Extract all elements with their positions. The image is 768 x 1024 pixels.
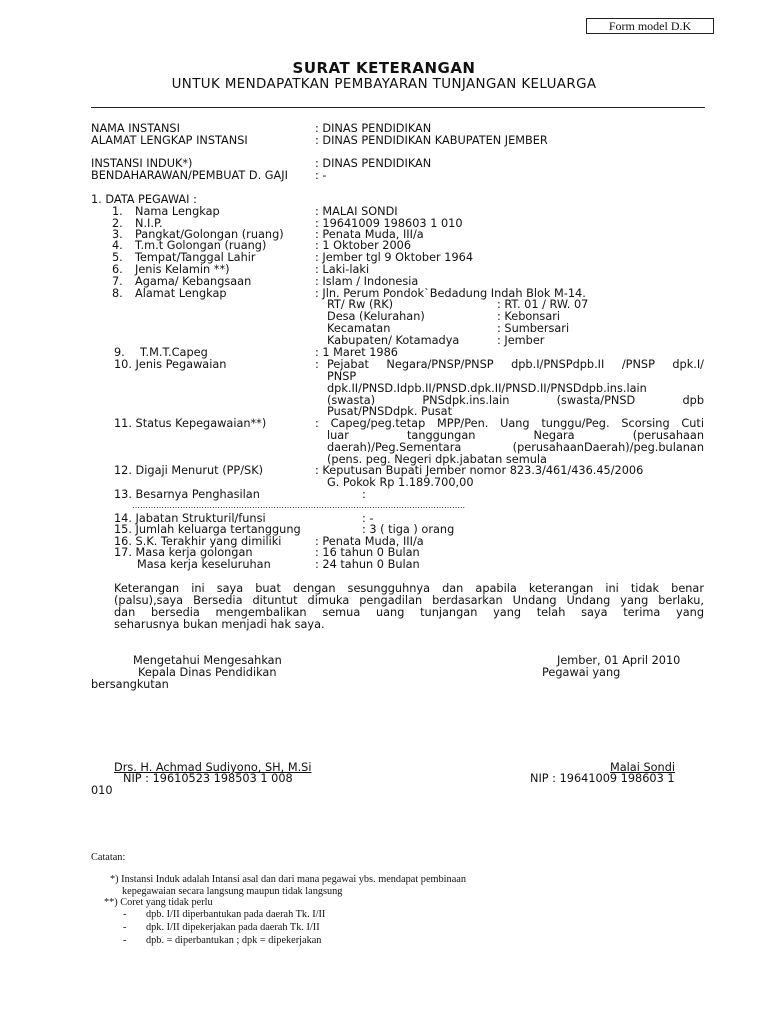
field-label-nama-instansi: NAMA INSTANSI <box>91 122 180 135</box>
sign-right-nip: NIP : 19641009 198603 1 <box>530 772 675 785</box>
item-num: 4. <box>112 239 123 252</box>
address-value-desa: : Kebonsari <box>497 310 561 323</box>
item-value-tmt-capeg: : 1 Maret 1986 <box>315 346 398 359</box>
item-label-digaji: 12. Digaji Menurut (PP/SK) <box>114 464 264 477</box>
item-value-ttl: : Jember tgl 9 Oktober 1964 <box>315 251 474 264</box>
item-value-gaji-pokok: G. Pokok Rp 1.189.700,00 <box>327 476 474 489</box>
address-label-kabupaten: Kabupaten/ Kotamadya <box>327 334 460 347</box>
item-value-sk-terakhir: : Penata Muda, III/a <box>315 535 424 548</box>
sign-left-nip: NIP : 19610523 198503 1 008 <box>123 772 293 785</box>
item-label-masa-kerja-golongan: 17. Masa kerja golongan <box>114 546 253 559</box>
item-value-jumlah-keluarga: : 3 ( tiga ) orang <box>362 523 455 536</box>
form-model-label: Form model D.K <box>608 19 692 33</box>
address-value-rt-rw: : RT. 01 / RW. 07 <box>497 298 589 311</box>
item-value-masa-kerja-keseluruhan: : 24 tahun 0 Bulan <box>315 558 420 571</box>
item-label-jenis-kelamin: Jenis Kelamin **) <box>135 263 230 276</box>
sign-left-line3: bersangkutan <box>91 678 169 691</box>
bullet-dash: - <box>123 922 127 933</box>
field-value-nama-instansi: : DINAS PENDIDIKAN <box>315 122 432 135</box>
field-value-alamat-instansi: : DINAS PENDIDIKAN KABUPATEN JEMBER <box>315 134 548 147</box>
item-label-jenis-pegawaian: 10. Jenis Pegawaian <box>114 358 227 371</box>
item-value-jenis-pegawaian-line2: PNSP <box>327 370 357 383</box>
field-value-bendaharawan: : - <box>315 169 327 182</box>
item-label-penghasilan: 13. Besarnya Penghasilan <box>114 488 260 501</box>
document-subtitle: UNTUK MENDAPATKAN PEMBAYARAN TUNJANGAN KELUARGA <box>171 77 597 92</box>
item-value-nip: : 19641009 198603 1 010 <box>315 217 463 230</box>
bullet-dash: - <box>123 935 127 946</box>
item-label-nip: N.I.P. <box>135 217 163 230</box>
item-num: 1. <box>112 205 123 218</box>
sign-place-date: Jember, 01 April 2010 <box>557 654 681 667</box>
note-bullet-3: dpb. = diperbantukan ; dpk = dipekerjakan <box>146 935 322 946</box>
sign-right-nip-wrap: 010 <box>91 784 113 797</box>
item-colon: : <box>315 358 319 371</box>
sign-left-line2: Kepala Dinas Pendidikan <box>138 666 277 679</box>
statement-line4: seharusnya bukan menjadi hak saya. <box>114 618 325 631</box>
item-value-tmt-golongan: : 1 Oktober 2006 <box>315 239 412 252</box>
item-label-agama: Agama/ Kebangsaan <box>135 275 252 288</box>
item-value-status-line1: : Capeg/peg.tetap MPP/Pen. Uang tunggu/Peg. Scorsing Cuti <box>315 417 704 430</box>
item-value-agama: : Islam / Indonesia <box>315 275 419 288</box>
field-label-bendaharawan: BENDAHARAWAN/PEMBUAT D. GAJI <box>91 169 288 182</box>
item-label-ttl: Tempat/Tanggal Lahir <box>135 251 256 264</box>
item-value-masa-kerja-golongan: : 16 tahun 0 Bulan <box>315 546 420 559</box>
item-value-jenis-pegawaian-line4: (swasta) PNSdpk.ins.lain (swasta/PNSD dpb <box>327 394 704 407</box>
bullet-dash: - <box>123 909 127 920</box>
item-num: 3. <box>112 228 123 241</box>
item-value-nama: : MALAI SONDI <box>315 205 398 218</box>
note-2: **) Coret yang tidak perlu <box>104 897 213 908</box>
item-label-pangkat: Pangkat/Golongan (ruang) <box>135 228 284 241</box>
sign-left-name: Drs. H. Achmad Sudiyono, SH, M.Si <box>114 761 312 774</box>
item-num: 2. <box>112 217 123 230</box>
note-1: *) Instansi Induk adalah Intansi asal dan dari mana pegawai ybs. mendapat pembinaan <box>110 874 466 885</box>
item-value-alamat: : Jln. Perum Pondok`Bedadung Indah Blok M-14. <box>315 287 586 300</box>
field-label-instansi-induk: INSTANSI INDUK*) <box>91 157 193 170</box>
item-num: 6. <box>112 263 123 276</box>
form-model-box <box>586 18 714 34</box>
item-label-sk-terakhir: 16. S.K. Terakhir yang dimiliki <box>114 535 282 548</box>
address-label-rt-rw: RT/ Rw (RK) <box>327 298 394 311</box>
item-value-jenis-pegawaian-line5: Pusat/PNSDdpk. Pusat <box>327 405 453 418</box>
document-title: SURAT KETERANGAN <box>292 59 476 77</box>
field-value-instansi-induk: : DINAS PENDIDIKAN <box>315 157 432 170</box>
item-value-penghasilan-dots: …………………………………………………………………………………………………………….. <box>132 501 466 510</box>
item-num: 9. <box>114 346 125 359</box>
sign-right-line2: Pegawai yang <box>542 666 621 679</box>
item-value-status-line2: luar tanggungan Negara (perusahaan <box>327 429 704 442</box>
statement-line1: Keterangan ini saya buat dengan sesungguhnya dan apabila keterangan ini tidak benar <box>114 582 704 595</box>
field-label-alamat-instansi: ALAMAT LENGKAP INSTANSI <box>91 134 248 147</box>
item-label-jumlah-keluarga: 15. Jumlah keluarga tertanggung <box>114 523 301 536</box>
statement-line3: dan bersedia mengembalikan semua uang tunjangan yang telah saya terima yang <box>114 606 704 619</box>
item-value-jenis-pegawaian-line1: Pejabat Negara/PNSP/PNSP dpb.I/PNSPdpb.II /PNSP dpk.I/ <box>327 358 704 371</box>
address-label-desa: Desa (Kelurahan) <box>327 310 425 323</box>
item-num: 5. <box>112 251 123 264</box>
item-label-masa-kerja-keseluruhan: Masa kerja keseluruhan <box>137 558 271 571</box>
item-label-nama: Nama Lengkap <box>135 205 220 218</box>
item-label-tmt-golongan: T.m.t Golongan (ruang) <box>135 239 267 252</box>
item-value-jenis-pegawaian-line3: dpk.II/PNSD.Idpb.II/PNSD.dpk.II/PNSD.II/PNSDdpb.ins.lain <box>327 382 647 395</box>
item-value-digaji: : Keputusan Bupati Jember nomor 823.3/461/436.45/2006 <box>315 464 644 477</box>
address-value-kabupaten: : Jember <box>497 334 545 347</box>
sign-right-name: Malai Sondi <box>610 761 676 774</box>
item-num: 7. <box>112 275 123 288</box>
sign-left-line1: Mengetahui Mengesahkan <box>133 654 282 667</box>
note-bullet-2: dpk. I/II dipekerjakan pada daerah Tk. I/II <box>146 922 320 933</box>
item-colon: : <box>362 488 366 501</box>
item-value-jabatan: : - <box>362 512 374 525</box>
item-label-status: 11. Status Kepegawaian**) <box>114 417 267 430</box>
item-num: 8. <box>112 287 123 300</box>
notes-heading: Catatan: <box>91 852 126 863</box>
item-value-status-line3: daerah)/Peg.Sementara (perusahaanDaerah)/peg.bulanan <box>327 441 704 454</box>
note-bullet-1: dpb. I/II diperbantukan pada daerah Tk. I/II <box>146 909 326 920</box>
item-value-status-line4: (pens. peg. Negeri dpk.jabatan semula <box>327 453 547 466</box>
item-label-tmt-capeg: T.M.T.Capeg <box>140 346 208 359</box>
item-label-jabatan: 14. Jabatan Strukturil/funsi <box>114 512 266 525</box>
title-divider <box>91 107 705 108</box>
section-data-pegawai: 1. DATA PEGAWAI : <box>91 193 197 206</box>
note-1-cont: kepegawaian secara langsung maupun tidak langsung <box>122 886 343 897</box>
item-label-alamat: Alamat Lengkap <box>135 287 227 300</box>
item-value-jenis-kelamin: : Laki-laki <box>315 263 370 276</box>
item-value-pangkat: : Penata Muda, III/a <box>315 228 424 241</box>
address-value-kecamatan: : Sumbersari <box>497 322 570 335</box>
address-label-kecamatan: Kecamatan <box>327 322 391 335</box>
statement-line2: (palsu),saya Bersedia dituntut dimuka pengadilan berdasarkan Undang Undang yang berlaku, <box>114 594 704 607</box>
